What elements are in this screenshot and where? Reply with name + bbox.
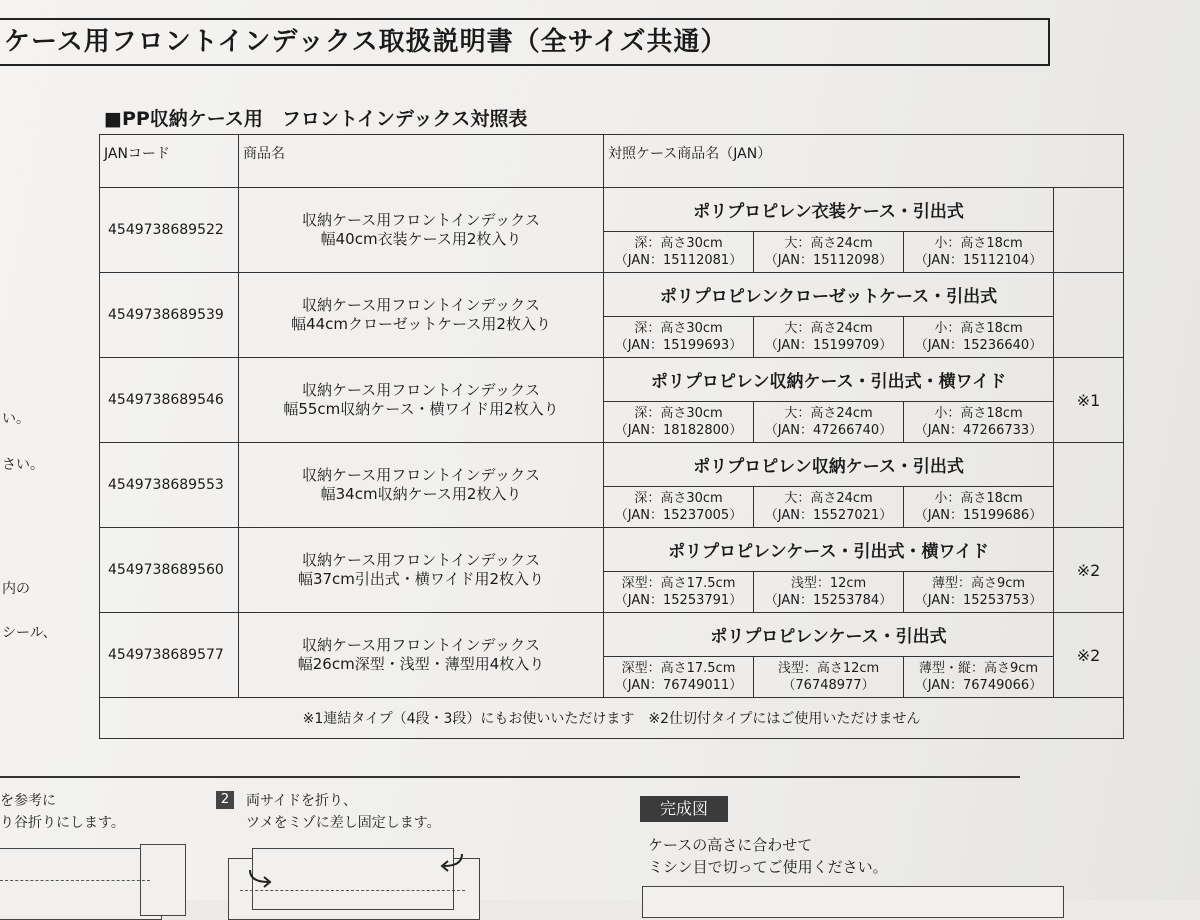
product-name-line: 収納ケース用フロントインデックス	[301, 551, 541, 569]
case-series-title: ポリプロピレンクローゼットケース・引出式	[604, 273, 1054, 317]
case-size-label: 深：高さ30cm	[634, 236, 723, 251]
case-size-cell	[904, 657, 1054, 698]
left-margin-fragment: い。	[2, 411, 30, 427]
left-margin-fragment: さい。	[2, 457, 44, 473]
case-size-label: 大：高さ24cm	[784, 236, 873, 251]
row-note: ※1	[1054, 358, 1124, 443]
completed-diagram-label: 完成図	[640, 796, 728, 822]
case-jan-label: （JAN：15199686）	[914, 508, 1043, 523]
product-name-line: 収納ケース用フロントインデックス	[301, 381, 541, 399]
left-margin-fragment: 内の	[2, 581, 30, 597]
product-name-line: 収納ケース用フロントインデックス	[301, 636, 541, 654]
case-size-label: 浅型：12cm	[790, 576, 867, 591]
step1-line: り谷折りにします。	[0, 815, 125, 831]
case-jan-label: （JAN：15112098）	[764, 253, 893, 268]
jan-code-cell: 4549738689560	[100, 528, 239, 613]
reference-table	[99, 134, 1124, 739]
product-name-line: 収納ケース用フロントインデックス	[301, 296, 541, 314]
product-name-line: 収納ケース用フロントインデックス	[301, 466, 541, 484]
table-header-row	[100, 135, 1124, 188]
perforation-line	[0, 880, 150, 881]
case-series-title: ポリプロピレンケース・引出式・横ワイド	[604, 528, 1054, 572]
case-size-label: 深型：高さ17.5cm	[621, 661, 736, 676]
step2-instructions	[246, 790, 441, 834]
case-size-label: 大：高さ24cm	[784, 491, 873, 506]
case-jan-label: （JAN：47266740）	[764, 423, 893, 438]
left-margin-fragment: シール、	[2, 625, 57, 641]
case-jan-label: （JAN：15112104）	[914, 253, 1043, 268]
case-size-cell	[904, 232, 1054, 273]
product-name-cell	[239, 358, 604, 443]
case-size-cell	[754, 317, 904, 358]
case-jan-label: （JAN：15253791）	[614, 593, 743, 608]
case-size-cell	[754, 572, 904, 613]
case-jan-label: （JAN：47266733）	[914, 423, 1043, 438]
case-size-label: 深：高さ30cm	[634, 321, 723, 336]
perforation-line	[240, 890, 465, 891]
table-row	[100, 273, 1124, 317]
case-size-label: 小：高さ18cm	[934, 236, 1023, 251]
product-name-cell	[239, 528, 604, 613]
case-series-title: ポリプロピレン衣装ケース・引出式	[604, 188, 1054, 232]
document-title: ケース用フロントインデックス取扱説明書（全サイズ共通）	[0, 18, 1050, 66]
header-product-name: 商品名	[239, 135, 604, 188]
fold-arrow-left-icon	[246, 866, 276, 890]
case-jan-label: （JAN：15253784）	[764, 593, 893, 608]
completed-line: ミシン目で切ってご使用ください。	[648, 858, 888, 876]
product-name-line: 収納ケース用フロントインデックス	[301, 211, 541, 229]
case-size-cell	[604, 657, 754, 698]
completed-illustration	[642, 886, 1064, 918]
case-size-label: 大：高さ24cm	[784, 321, 873, 336]
jan-code-cell: 4549738689577	[100, 613, 239, 698]
case-series-title: ポリプロピレンケース・引出式	[604, 613, 1054, 657]
case-size-cell	[754, 487, 904, 528]
completed-instructions	[648, 834, 888, 878]
table-body	[100, 188, 1124, 698]
product-name-line: 幅40cm衣装ケース用2枚入り	[320, 230, 522, 248]
case-size-label: 小：高さ18cm	[934, 406, 1023, 421]
product-name-line: 幅34cm収納ケース用2枚入り	[320, 485, 522, 503]
case-size-cell	[604, 487, 754, 528]
table-row	[100, 188, 1124, 232]
case-jan-label: （JAN：15253753）	[914, 593, 1043, 608]
case-size-label: 小：高さ18cm	[934, 491, 1023, 506]
case-series-title: ポリプロピレン収納ケース・引出式・横ワイド	[604, 358, 1054, 402]
case-size-cell	[604, 402, 754, 443]
jan-code-cell: 4549738689522	[100, 188, 239, 273]
row-note	[1054, 188, 1124, 273]
case-size-label: 深：高さ30cm	[634, 491, 723, 506]
step2-illustration-inner	[252, 848, 454, 910]
section-divider	[0, 776, 1020, 778]
table-row	[100, 613, 1124, 657]
row-note	[1054, 443, 1124, 528]
row-note	[1054, 273, 1124, 358]
case-size-label: 大：高さ24cm	[784, 406, 873, 421]
case-jan-label: （JAN：15199693）	[614, 338, 743, 353]
table-row	[100, 358, 1124, 402]
case-size-cell	[754, 657, 904, 698]
step2-line: 両サイドを折り、	[246, 793, 358, 809]
case-size-cell	[904, 572, 1054, 613]
step2-number-badge: 2	[216, 791, 234, 809]
table-row	[100, 528, 1124, 572]
case-size-cell	[904, 487, 1054, 528]
section-heading: ■PP収納ケース用 フロントインデックス対照表	[104, 108, 528, 130]
case-jan-label: （JAN：15112081）	[614, 253, 743, 268]
case-jan-label: （JAN：76749066）	[914, 678, 1043, 693]
product-name-line: 幅44cmクローゼットケース用2枚入り	[291, 315, 551, 333]
product-name-line: 幅55cm収納ケース・横ワイド用2枚入り	[283, 400, 559, 418]
case-jan-label: （JAN：15236640）	[914, 338, 1043, 353]
table-footer-row	[100, 698, 1124, 739]
jan-code-cell: 4549738689553	[100, 443, 239, 528]
case-jan-label: （JAN：15237005）	[614, 508, 743, 523]
header-target-case: 対照ケース商品名（JAN）	[604, 135, 1124, 188]
jan-code-cell: 4549738689539	[100, 273, 239, 358]
case-size-label: 浅型：高さ12cm	[777, 661, 880, 676]
step1-illustration-sheet	[0, 848, 162, 920]
case-size-label: 薄型・縦：高さ9cm	[918, 661, 1039, 676]
row-note: ※2	[1054, 528, 1124, 613]
case-size-label: 深型：高さ17.5cm	[621, 576, 736, 591]
case-size-cell	[754, 232, 904, 273]
case-size-cell	[604, 317, 754, 358]
case-size-cell	[904, 317, 1054, 358]
case-size-cell	[754, 402, 904, 443]
product-name-cell	[239, 273, 604, 358]
fold-arrow-right-icon	[438, 850, 468, 874]
step1-line: を参考に	[0, 793, 56, 809]
completed-line: ケースの高さに合わせて	[648, 836, 813, 854]
case-series-title: ポリプロピレン収納ケース・引出式	[604, 443, 1054, 487]
product-name-cell	[239, 443, 604, 528]
case-size-cell	[904, 402, 1054, 443]
case-size-cell	[604, 572, 754, 613]
product-name-line: 幅37cm引出式・横ワイド用2枚入り	[297, 570, 545, 588]
footer-note: ※1連結タイプ（4段・3段）にもお使いいただけます ※2仕切付タイプにはご使用いただけません	[100, 698, 1124, 739]
case-size-label: 深：高さ30cm	[634, 406, 723, 421]
case-jan-label: （76748977）	[782, 678, 875, 693]
case-jan-label: （JAN：15527021）	[764, 508, 893, 523]
jan-code-cell: 4549738689546	[100, 358, 239, 443]
product-name-cell	[239, 188, 604, 273]
case-size-cell	[604, 232, 754, 273]
step2-line: ツメをミゾに差し固定します。	[246, 815, 441, 831]
step1-instructions	[0, 790, 125, 834]
case-jan-label: （JAN：76749011）	[614, 678, 743, 693]
row-note: ※2	[1054, 613, 1124, 698]
case-jan-label: （JAN：15199709）	[764, 338, 893, 353]
header-jan-code: JANコード	[100, 135, 239, 188]
product-name-cell	[239, 613, 604, 698]
case-jan-label: （JAN：18182800）	[614, 423, 743, 438]
table-row	[100, 443, 1124, 487]
product-name-line: 幅26cm深型・浅型・薄型用4枚入り	[297, 655, 545, 673]
case-size-label: 小：高さ18cm	[934, 321, 1023, 336]
case-size-label: 薄型：高さ9cm	[931, 576, 1026, 591]
